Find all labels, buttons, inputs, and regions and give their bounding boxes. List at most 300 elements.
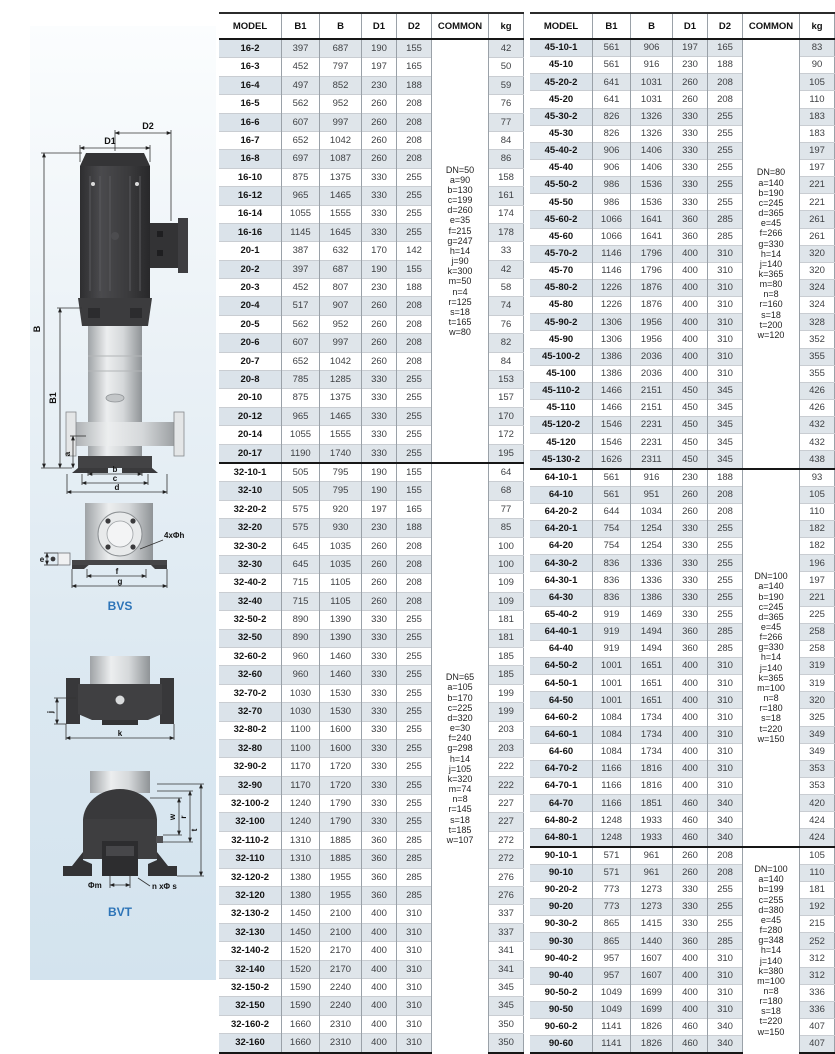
weight-cell: 181 [489, 611, 524, 629]
value-cell: 1326 [631, 108, 673, 125]
value-cell: 1273 [631, 881, 673, 898]
value-cell: 1001 [593, 692, 631, 709]
value-cell: 330 [673, 108, 708, 125]
weight-cell: 77 [489, 500, 524, 518]
weight-cell: 197 [800, 159, 835, 176]
value-cell: 330 [362, 721, 397, 739]
label-bolt-circle: 4xΦh [164, 531, 185, 540]
value-cell: 260 [673, 91, 708, 108]
weight-cell: 438 [800, 451, 835, 469]
value-cell: 255 [397, 407, 432, 425]
model-cell: 32-80-2 [219, 721, 282, 739]
value-cell: 400 [673, 279, 708, 296]
label-bolt-count: n xΦ s [152, 882, 177, 891]
value-cell: 310 [708, 314, 743, 331]
value-cell: 190 [362, 463, 397, 482]
model-cell: 90-10 [530, 864, 593, 881]
value-cell: 1375 [320, 168, 362, 186]
value-cell: 255 [397, 205, 432, 223]
column-header: D1 [362, 13, 397, 39]
bvs-title: BVS [107, 599, 133, 613]
value-cell: 340 [708, 829, 743, 847]
weight-cell: 172 [489, 426, 524, 444]
value-cell: 400 [673, 365, 708, 382]
table-row [530, 39, 835, 57]
weight-cell: 82 [489, 334, 524, 352]
value-cell: 400 [673, 675, 708, 692]
value-cell: 2231 [631, 417, 673, 434]
value-cell: 1049 [593, 984, 631, 1001]
value-cell: 260 [362, 574, 397, 592]
value-cell: 505 [282, 482, 320, 500]
common-line: b=199 [758, 884, 784, 895]
common-line: a=90 [449, 174, 471, 185]
value-cell: 400 [362, 942, 397, 960]
model-cell: 32-100 [219, 813, 282, 831]
common-line: a=140 [758, 874, 784, 885]
weight-cell: 84 [489, 131, 524, 149]
common-line: n=8 [763, 693, 779, 704]
column-header: kg [800, 13, 835, 39]
value-cell: 1084 [593, 743, 631, 760]
weight-cell: 100 [489, 537, 524, 555]
weight-cell: 158 [489, 168, 524, 186]
weight-cell: 336 [800, 1001, 835, 1018]
value-cell: 1030 [282, 703, 320, 721]
table-row [530, 847, 835, 865]
weight-cell: 276 [489, 868, 524, 886]
weight-cell: 258 [800, 623, 835, 640]
model-cell: 45-80-2 [530, 279, 593, 296]
value-cell: 255 [397, 739, 432, 757]
weight-cell: 170 [489, 407, 524, 425]
model-cell: 90-30-2 [530, 916, 593, 933]
value-cell: 255 [397, 758, 432, 776]
model-cell: 32-40-2 [219, 574, 282, 592]
weight-cell: 261 [800, 211, 835, 228]
model-cell: 45-40-2 [530, 142, 593, 159]
value-cell: 310 [708, 262, 743, 279]
weight-cell: 90 [800, 57, 835, 74]
value-cell: 255 [397, 813, 432, 831]
value-cell: 2231 [631, 434, 673, 451]
value-cell: 517 [282, 297, 320, 315]
value-cell: 330 [673, 159, 708, 176]
value-cell: 255 [708, 142, 743, 159]
flange-right [174, 412, 184, 456]
value-cell: 1031 [631, 91, 673, 108]
value-cell: 826 [593, 108, 631, 125]
model-cell: 90-20-2 [530, 881, 593, 898]
weight-cell: 355 [800, 365, 835, 382]
value-cell: 1796 [631, 262, 673, 279]
model-cell: 64-10 [530, 486, 593, 503]
common-line: c=245 [758, 197, 784, 208]
value-cell: 400 [362, 978, 397, 996]
common-line: DN=50 [445, 164, 475, 175]
value-cell: 255 [397, 389, 432, 407]
header-row [219, 13, 524, 39]
model-cell: 64-20-1 [530, 520, 593, 537]
common-line: g=330 [758, 238, 784, 249]
value-cell: 260 [362, 113, 397, 131]
weight-cell: 272 [489, 850, 524, 868]
weight-cell: 252 [800, 933, 835, 950]
bracket-view [46, 656, 174, 740]
value-cell: 1310 [282, 850, 320, 868]
value-cell: 865 [593, 933, 631, 950]
value-cell: 1166 [593, 795, 631, 812]
model-cell: 16-16 [219, 223, 282, 241]
value-cell: 460 [673, 829, 708, 847]
weight-cell: 197 [800, 572, 835, 589]
motor-bolt [135, 182, 139, 186]
value-cell: 330 [673, 606, 708, 623]
label-m: Φm [88, 881, 102, 890]
weight-cell: 337 [489, 905, 524, 923]
value-cell: 255 [397, 611, 432, 629]
value-cell: 1415 [631, 916, 673, 933]
value-cell: 1956 [631, 314, 673, 331]
value-cell: 562 [282, 95, 320, 113]
value-cell: 255 [397, 629, 432, 647]
value-cell: 961 [631, 864, 673, 881]
value-cell: 190 [362, 39, 397, 58]
weight-cell: 185 [489, 647, 524, 665]
common-line: d=380 [758, 904, 784, 915]
value-cell: 1049 [593, 1001, 631, 1018]
value-cell: 2036 [631, 348, 673, 365]
column-header: COMMON [432, 13, 489, 39]
common-line: r=145 [448, 804, 472, 815]
value-cell: 310 [708, 726, 743, 743]
model-cell: 64-60-2 [530, 709, 593, 726]
value-cell: 1660 [282, 1015, 320, 1033]
weight-cell: 221 [800, 194, 835, 211]
weight-cell: 59 [489, 76, 524, 94]
model-cell: 45-30 [530, 125, 593, 142]
common-dimensions-cell [743, 39, 800, 469]
value-cell: 255 [708, 194, 743, 211]
column-header: MODEL [530, 13, 593, 39]
model-cell: 32-130 [219, 923, 282, 941]
weight-cell: 324 [800, 279, 835, 296]
value-cell: 360 [673, 228, 708, 245]
value-cell: 1326 [631, 125, 673, 142]
common-line: d=365 [758, 611, 784, 622]
weight-cell: 345 [489, 997, 524, 1015]
column-header: D1 [673, 13, 708, 39]
model-cell: 32-80 [219, 739, 282, 757]
weight-cell: 77 [489, 113, 524, 131]
model-cell: 32-70-2 [219, 684, 282, 702]
weight-cell: 353 [800, 778, 835, 795]
value-cell: 330 [673, 899, 708, 916]
value-cell: 255 [708, 916, 743, 933]
model-cell: 45-10-1 [530, 39, 593, 57]
value-cell: 1885 [320, 850, 362, 868]
value-cell: 260 [362, 131, 397, 149]
value-cell: 916 [631, 469, 673, 487]
value-cell: 340 [708, 812, 743, 829]
value-cell: 260 [673, 503, 708, 520]
common-line: j=105 [448, 763, 472, 774]
value-cell: 400 [362, 923, 397, 941]
value-cell: 400 [362, 997, 397, 1015]
common-line: t=185 [448, 824, 472, 835]
value-cell: 957 [593, 950, 631, 967]
model-cell: 64-70 [530, 795, 593, 812]
value-cell: 255 [397, 187, 432, 205]
value-cell: 452 [282, 279, 320, 297]
common-line: m=100 [757, 975, 785, 986]
value-cell: 310 [708, 297, 743, 314]
label-g: g [117, 577, 123, 586]
value-cell: 330 [362, 647, 397, 665]
value-cell: 330 [362, 629, 397, 647]
common-line: f=240 [448, 733, 472, 744]
value-cell: 197 [362, 58, 397, 76]
value-cell: 1955 [320, 868, 362, 886]
value-cell: 754 [593, 520, 631, 537]
common-line: m=50 [448, 276, 472, 287]
weight-cell: 196 [800, 555, 835, 572]
value-cell: 1494 [631, 623, 673, 640]
value-cell: 310 [708, 245, 743, 262]
value-cell: 2151 [631, 382, 673, 399]
model-cell: 90-20 [530, 899, 593, 916]
value-cell: 345 [708, 434, 743, 451]
value-cell: 330 [673, 177, 708, 194]
weight-cell: 424 [800, 829, 835, 847]
value-cell: 310 [708, 778, 743, 795]
value-cell: 400 [673, 314, 708, 331]
value-cell: 906 [593, 159, 631, 176]
value-cell: 561 [593, 57, 631, 74]
value-cell: 208 [397, 352, 432, 370]
column-header: B1 [282, 13, 320, 39]
model-cell: 16-4 [219, 76, 282, 94]
value-cell: 773 [593, 881, 631, 898]
value-cell: 1790 [320, 813, 362, 831]
weight-cell: 426 [800, 399, 835, 416]
value-cell: 919 [593, 606, 631, 623]
model-cell: 64-50-1 [530, 675, 593, 692]
value-cell: 1084 [593, 709, 631, 726]
value-cell: 255 [708, 589, 743, 606]
label-k: k [117, 729, 123, 738]
common-line: w=150 [757, 733, 785, 744]
common-line: d=260 [447, 205, 473, 216]
value-cell: 890 [282, 629, 320, 647]
model-cell: 20-7 [219, 352, 282, 370]
value-cell: 255 [708, 177, 743, 194]
common-line: g=330 [758, 642, 784, 653]
common-dimensions-cell [743, 847, 800, 1054]
value-cell: 330 [362, 739, 397, 757]
value-cell: 1285 [320, 371, 362, 389]
value-cell: 360 [673, 640, 708, 657]
model-cell: 32-90 [219, 776, 282, 794]
value-cell: 773 [593, 899, 631, 916]
value-cell: 916 [631, 57, 673, 74]
value-cell: 852 [320, 76, 362, 94]
common-line: DN=100 [754, 571, 788, 582]
value-cell: 397 [282, 39, 320, 58]
weight-cell: 195 [489, 444, 524, 463]
weight-cell: 50 [489, 58, 524, 76]
weight-cell: 222 [489, 758, 524, 776]
value-cell: 1466 [593, 399, 631, 416]
common-line: m=74 [448, 784, 472, 795]
bvt-side-nub [156, 836, 163, 843]
value-cell: 1141 [593, 1036, 631, 1054]
value-cell: 400 [673, 262, 708, 279]
value-cell: 255 [708, 538, 743, 555]
value-cell: 1375 [320, 389, 362, 407]
value-cell: 1530 [320, 703, 362, 721]
weight-cell: 426 [800, 382, 835, 399]
common-line: r=160 [759, 299, 783, 310]
value-cell: 188 [397, 279, 432, 297]
weight-cell: 197 [800, 142, 835, 159]
value-cell: 1699 [631, 1001, 673, 1018]
value-cell: 230 [362, 76, 397, 94]
value-cell: 1734 [631, 743, 673, 760]
value-cell: 255 [708, 572, 743, 589]
value-cell: 1386 [593, 365, 631, 382]
weight-cell: 105 [800, 847, 835, 865]
value-cell: 1607 [631, 950, 673, 967]
value-cell: 345 [708, 399, 743, 416]
value-cell: 310 [708, 1001, 743, 1018]
value-cell: 697 [282, 150, 320, 168]
value-cell: 190 [362, 260, 397, 278]
value-cell: 345 [708, 382, 743, 399]
column-header: MODEL [219, 13, 282, 39]
weight-cell: 320 [800, 692, 835, 709]
model-cell: 16-7 [219, 131, 282, 149]
weight-cell: 58 [489, 279, 524, 297]
model-cell: 45-100-2 [530, 348, 593, 365]
label-a: a [63, 451, 72, 457]
value-cell: 1851 [631, 795, 673, 812]
model-cell: 65-40-2 [530, 606, 593, 623]
value-cell: 1042 [320, 131, 362, 149]
bvs-flange-inner [107, 521, 133, 547]
label-d: d [114, 483, 120, 492]
value-cell: 2100 [320, 923, 362, 941]
common-line: h=14 [449, 245, 471, 256]
value-cell: 190 [362, 482, 397, 500]
model-cell: 45-100 [530, 365, 593, 382]
weight-cell: 341 [489, 942, 524, 960]
common-line: g=298 [447, 743, 473, 754]
value-cell: 1406 [631, 159, 673, 176]
value-cell: 965 [282, 187, 320, 205]
value-cell: 460 [673, 795, 708, 812]
common-line: n=8 [763, 986, 779, 996]
value-cell: 255 [397, 444, 432, 463]
common-line: e=45 [760, 218, 782, 229]
common-line: w=107 [446, 834, 474, 845]
weight-cell: 83 [800, 39, 835, 57]
model-cell: 20-5 [219, 315, 282, 333]
value-cell: 208 [708, 864, 743, 881]
model-cell: 45-60-2 [530, 211, 593, 228]
weight-cell: 221 [800, 177, 835, 194]
value-cell: 645 [282, 537, 320, 555]
value-cell: 230 [673, 57, 708, 74]
value-cell: 450 [673, 399, 708, 416]
table-row [219, 39, 524, 58]
model-cell: 32-20-2 [219, 500, 282, 518]
value-cell: 687 [320, 260, 362, 278]
weight-cell: 157 [489, 389, 524, 407]
value-cell: 2310 [320, 1015, 362, 1033]
common-line: c=245 [758, 601, 784, 612]
value-cell: 1226 [593, 279, 631, 296]
value-cell: 285 [708, 228, 743, 245]
value-cell: 2100 [320, 905, 362, 923]
value-cell: 260 [362, 95, 397, 113]
value-cell: 795 [320, 463, 362, 482]
value-cell: 1166 [593, 760, 631, 777]
value-cell: 452 [282, 58, 320, 76]
value-cell: 255 [397, 168, 432, 186]
bvs-inlet-stub [58, 553, 70, 565]
weight-cell: 312 [800, 967, 835, 984]
model-cell: 64-10-1 [530, 469, 593, 487]
common-line: h=14 [449, 753, 471, 764]
value-cell: 310 [708, 760, 743, 777]
value-cell: 1248 [593, 829, 631, 847]
bvs-bolt-hole [105, 544, 110, 549]
value-cell: 208 [397, 592, 432, 610]
weight-cell: 86 [489, 150, 524, 168]
common-line: r=125 [448, 296, 472, 307]
value-cell: 561 [593, 39, 631, 57]
value-cell: 400 [673, 726, 708, 743]
common-line: k=380 [758, 965, 784, 976]
value-cell: 330 [673, 520, 708, 537]
weight-cell: 203 [489, 721, 524, 739]
column-header: B [320, 13, 362, 39]
label-B: B [32, 325, 42, 333]
value-cell: 1826 [631, 1019, 673, 1036]
value-cell: 1469 [631, 606, 673, 623]
value-cell: 208 [397, 555, 432, 573]
weight-cell: 68 [489, 482, 524, 500]
model-cell: 32-110-2 [219, 831, 282, 849]
model-cell: 20-2 [219, 260, 282, 278]
model-cell: 90-60 [530, 1036, 593, 1054]
value-cell: 197 [362, 500, 397, 518]
value-cell: 2311 [631, 451, 673, 469]
value-cell: 208 [397, 574, 432, 592]
value-cell: 1380 [282, 868, 320, 886]
value-cell: 1466 [593, 382, 631, 399]
common-line: j=140 [759, 258, 783, 269]
weight-cell: 341 [489, 960, 524, 978]
model-cell: 32-120 [219, 887, 282, 905]
weight-cell: 320 [800, 245, 835, 262]
value-cell: 285 [708, 623, 743, 640]
value-cell: 450 [673, 417, 708, 434]
model-cell: 64-30-2 [530, 555, 593, 572]
value-cell: 260 [673, 486, 708, 503]
value-cell: 188 [708, 469, 743, 487]
